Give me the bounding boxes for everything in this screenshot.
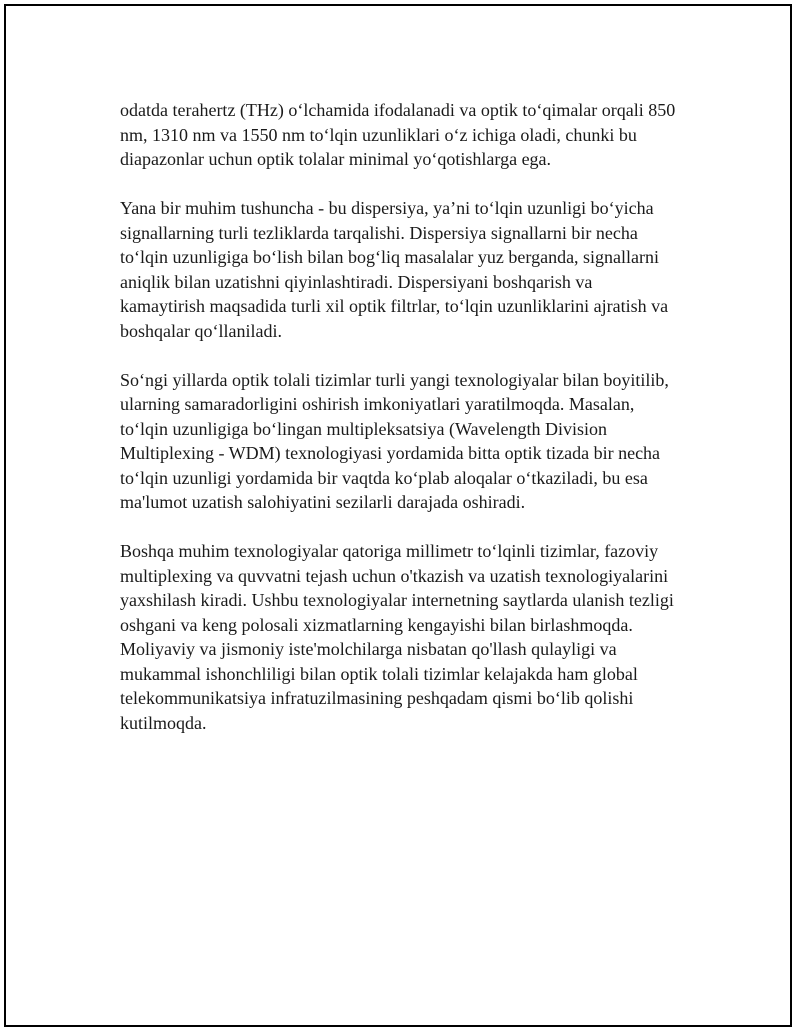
paragraph-technologies: Boshqa muhim texnologiyalar qatoriga millimetr to‘lqinli tizimlar, fazoviy multiplexing va quvvatni tejash uchun o'tkazish va uzatish texnologiyalarini yaxshilash kiradi. Ushbu texnologiyalar internetning saytlarda ulanish tezligi oshgani va keng polosali xizmatlarning kengayishi bilan birlashmoqda. Moliyaviy va jismoniy iste'molchilarga nisbatan qo'llash qulayligi va mukammal ishonchliligi bilan optik tolali tizimlar kelajakda ham global telekommunikatsiya infratuzilmasining peshqadam qismi bo‘lib qolishi kutilmoqda. xyxy=(120,541,674,733)
document-page xyxy=(4,4,792,1027)
document-body xyxy=(120,98,700,760)
paragraph-wdm: So‘ngi yillarda optik tolali tizimlar turli yangi texnologiyalar bilan boyitilib, ularning samaradorligini oshirish imkoniyatlari yaratilmoqda. Masalan, to‘lqin uzunligiga bo‘lingan multipleksatsiya (Wavelength Division Multiplexing - WDM) texnologiyasi yordamida bitta optik tizada bir necha to‘lqin uzunligi yordamida bir vaqtda ko‘plab aloqalar o‘tkaziladi, bu esa ma'lumot uzatish salohiyatini sezilarli darajada oshiradi. xyxy=(120,369,669,512)
paragraph-wavelengths: odatda terahertz (THz) o‘lchamida ifodalanadi va optik to‘qimalar orqali 850 nm, 1310 nm va 1550 nm to‘lqin uzunliklari o‘z ichiga oladi, chunki bu diapazonlar uchun optik tolalar minimal yo‘qotishlarga ega. xyxy=(120,100,676,169)
paragraph-dispersion: Yana bir muhim tushuncha - bu dispersiya, ya’ni to‘lqin uzunligi bo‘yicha signallarning turli tezliklarda tarqalishi. Dispersiya signallarni bir necha to‘lqin uzunligiga bo‘lish bilan bog‘liq masalalar yuz berganda, signallarni aniqlik bilan uzatishni qiyinlashtiradi. Dispersiyani boshqarish va kamaytirish maqsadida turli xil optik filtrlar, to‘lqin uzunliklarini ajratish va boshqalar qo‘llaniladi. xyxy=(120,198,669,341)
